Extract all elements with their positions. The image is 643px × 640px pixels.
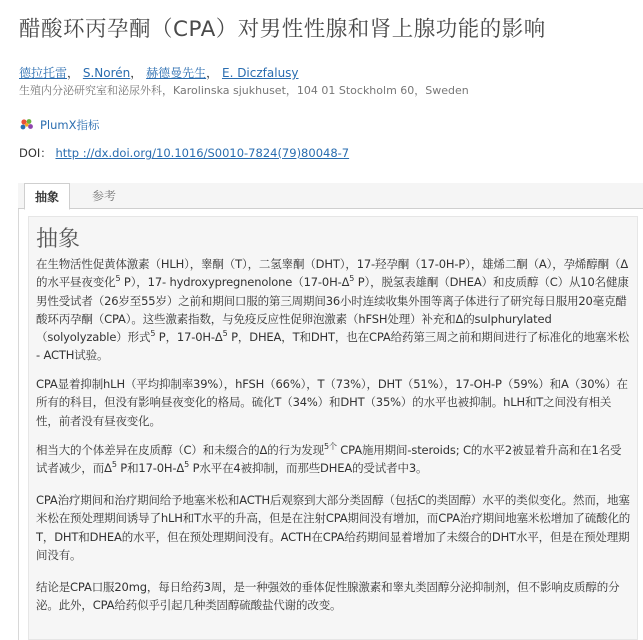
tab-references[interactable]: 参考 — [92, 189, 117, 203]
abstract-paragraph-2: CPA显着抑制hLH（平均抑制率39%），hFSH（66%），T（73%），DHT（51%），17-OH-P（59%）和A（30%）在所有的科目，但没有影响昼夜变化的格局。硫化T（34%）和DHT（35%）的水平也被抑制。hLH和T之间没有相关性，前者没有昼夜变化。 — [36, 377, 628, 428]
tab-bar — [18, 183, 643, 209]
tab-abstract[interactable]: 抽象 — [24, 183, 70, 210]
article-title: 醋酸环丙孕酮（CPA）对男性性腺和肾上腺功能的影响 — [19, 17, 546, 42]
abstract-paragraph-4: CPA治疗期间和治疗期间给予地塞米松和ACTH后观察到大部分类固醇（包括C的类固醇）水平的类似变化。然而，地塞米松在预处理期间诱导了hLH和T水平的升高，但是在注射CPA期间没有增加，而CPA治疗期间地塞米松增加了硫酸化的T，DHT和DHEA的水平，但在预处理期间没有。ACTH在CPA给药期间显着增加了未缀合的DHT水平，但是在预处理期间没有。 — [36, 493, 631, 562]
doi-link[interactable]: http ://dx.doi.org/10.1016/S0010-7824(79)80048-7 — [55, 146, 350, 160]
plumx-petal — [28, 124, 33, 129]
doi-line — [19, 145, 349, 161]
affiliation: 生殖内分泌研究室和泌尿外科，Karolinska sjukhuset，104 01 Stockholm 60，Sweden — [19, 84, 469, 97]
abstract-paragraph-3: 相当大的个体差异在皮质醇（C）和未缀合的Δ的行为发现$^{5个}$ CPA施用期间-steroids; C的水平2被显着升高和在1名受试者减少，而$\Delta^5$ P和$17-0H-\Delta^5$ P水平在4被抑制，而那些DHEA的受试者中3。 — [36, 442, 622, 476]
abstract-paragraph-5: 结论是CPA口服20mg，每日给药3周，是一种强效的垂体促性腺激素和睾丸类固醇分泌抑制剂，但不影响皮质醇的分泌。此外，CPA给药似乎引起几种类固醇硫酸盐代谢的改变。 — [36, 580, 620, 613]
abstract-paragraph-1: 在生物活性促黄体激素（HLH），睾酮（T），二氢睾酮（DHT），17-羟孕酮（17-0H-P），雄烯二酮（A），孕烯醇酮（Δ的水平昼夜变化$^5$ P），17- $hydroxypregnenolone(17-0H-\Delta^5$ P），脱氢表雄酮（DHEA）和皮质醇（C）从10名健康男性受试者（26岁至55岁）之前和期间口服的第三周期间36小时连续收集外围等离子体进行了研究每日服用20毫克醋酸环丙孕酮（CPA）。这些激素指数，与免疫反应性促卵泡激素（hFSH处理）补充和Δ的sulphurylated（solyolyzable）形式$^5$ P，$17-0H-\Delta^5$ P，DHEA，T和DHT，也在CPA给药第三周之前和期间进行了标准化的地塞米松 - ACTH试验。 — [36, 257, 629, 363]
plumx-center — [25, 123, 29, 127]
author-link[interactable]: 赫德曼先生 — [146, 66, 207, 80]
author-link[interactable]: E. Diczfalusy — [221, 66, 299, 80]
author-list: 德拉托雷， S.Norén， 赫德曼先生， E. Diczfalusy — [19, 66, 299, 80]
author-link[interactable]: S.Norén — [82, 66, 131, 80]
plumx-petal — [21, 125, 26, 130]
plumx-flower-icon — [19, 118, 35, 132]
abstract-heading: 抽象 — [36, 227, 81, 252]
doi-label: DOI： — [19, 146, 52, 160]
plumx-metrics-link[interactable] — [19, 117, 100, 133]
author-link[interactable]: 德拉托雷 — [19, 66, 68, 80]
plumx-label: PlumX指标 — [40, 118, 100, 132]
